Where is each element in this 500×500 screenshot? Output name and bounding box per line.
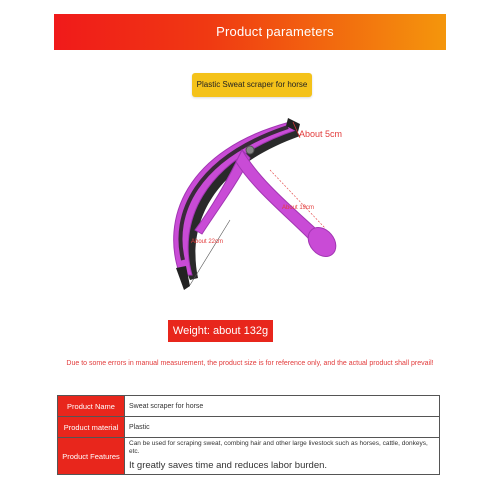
- banner-title: Product parameters: [216, 24, 334, 39]
- disclaimer-text: Due to some errors in manual measurement, the product size is for reference only, and the actual product shall prevail!: [66, 360, 434, 367]
- params-table: [57, 395, 440, 475]
- table-row: [58, 438, 440, 475]
- param-value: Sweat scraper for horse: [125, 396, 440, 417]
- table-row: [58, 396, 440, 417]
- dimension-length-label: About 19cm: [282, 205, 315, 211]
- weight-label: Weight: about 132g: [168, 320, 273, 342]
- param-key: Product Features: [58, 438, 125, 475]
- dimension-width-label: About 5cm: [299, 129, 343, 139]
- table-row: [58, 417, 440, 438]
- param-value: Plastic: [125, 417, 440, 438]
- dimension-arc-label: About 22cm: [191, 239, 224, 245]
- param-key: Product Name: [58, 396, 125, 417]
- feature-text-a: Can be used for scraping sweat, combing hair and other large livestock such as horses, cattle, donkeys, etc.: [129, 439, 428, 455]
- header-banner: [54, 14, 446, 50]
- param-value: [125, 438, 440, 475]
- product-tag: Plastic Sweat scraper for horse: [192, 73, 312, 97]
- param-key: Product material: [58, 417, 125, 438]
- feature-text-b: It greatly saves time and reduces labor burden.: [129, 459, 328, 471]
